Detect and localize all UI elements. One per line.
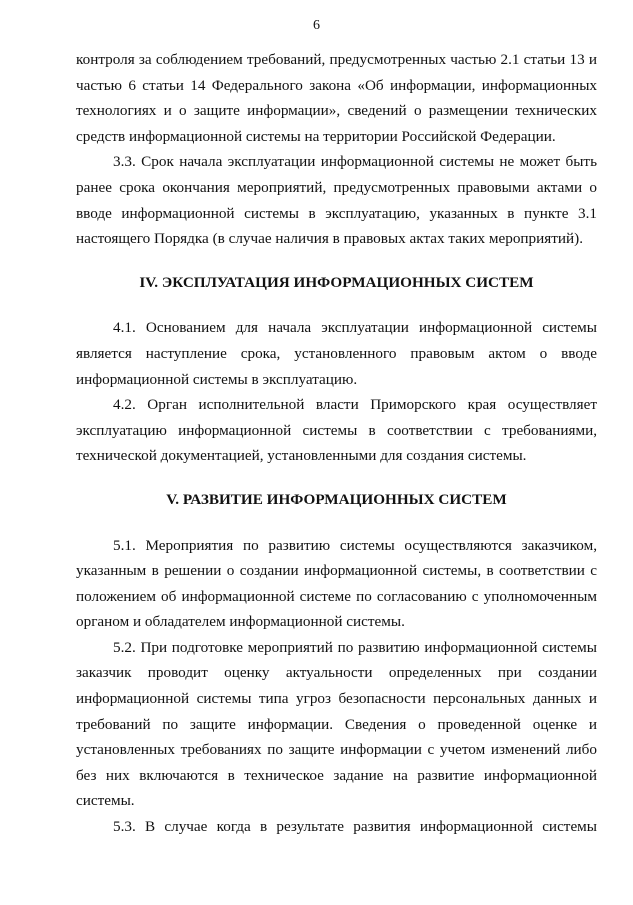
text-line: контроля за соблюдением требований, предусмотренных частью 2.1 статьи 13 и (76, 51, 597, 68)
paragraph-5-1 (76, 533, 597, 635)
text-line: системы. (76, 792, 135, 810)
text-line: информационной системы типа угроз безопасности персональных данных и (76, 690, 597, 708)
text-line: эксплуатацию информационной системы в соответствии с требованиями, (76, 421, 597, 439)
text-line: положением об информационной системе по согласованию с уполномоченным (76, 587, 597, 605)
text-line: установленных требованиях по защите информации с учетом изменений либо (76, 741, 597, 759)
text-line: настоящего Порядка (в случае наличия в правовых актах таких мероприятий). (76, 230, 583, 248)
text-line: технической документацией, установленными для создания системы. (76, 447, 527, 465)
text-line: указанным в решении о создании информационной системы, в соответствии с (76, 562, 597, 580)
text-line: ранее срока окончания мероприятий, предусмотренных правовыми актами о (76, 178, 597, 196)
text-line: 5.2. При подготовке мероприятий по развитию информационной системы (113, 638, 597, 656)
section-heading-5: V. РАЗВИТИЕ ИНФОРМАЦИОННЫХ СИСТЕМ (166, 490, 507, 508)
text-line: информационной системы в эксплуатацию. (76, 370, 358, 388)
paragraph-5-3 (76, 814, 597, 840)
section-heading-4: IV. ЭКСПЛУАТАЦИЯ ИНФОРМАЦИОННЫХ СИСТЕМ (139, 273, 534, 291)
document-body (76, 47, 597, 840)
text-line: 4.1. Основанием для начала эксплуатации информационной системы (113, 319, 597, 337)
text-line: органом и обладателем информационной системы. (76, 613, 405, 631)
text-line: 5.3. В случае когда в результате развития информационной системы (113, 818, 597, 836)
text-line: частью 6 статьи 14 Федерального закона «Об информации, информационных (76, 76, 597, 94)
text-line: является наступление срока, установленного правовым актом о вводе (76, 344, 597, 362)
text-line: 5.1. Мероприятия по развитию системы осуществляются заказчиком, (113, 536, 597, 554)
text-line: средств информационной системы на территории Российской Федерации. (76, 127, 556, 145)
paragraph-3-3 (76, 149, 597, 251)
text-line: технологиях и о защите информации», сведений о размещении технических (76, 102, 597, 120)
text-line: вводе информационной системы в эксплуатацию, указанных в пункте 3.1 (76, 204, 597, 222)
text-line: 3.3. Срок начала эксплуатации информационной системы не может быть (113, 153, 597, 171)
page-number: 6 (313, 18, 320, 33)
text-line: заказчик проводит оценку актуальности определенных при создании (76, 664, 597, 682)
text-line: без них включаются в техническое задание на развитие информационной (76, 766, 597, 784)
paragraph-4-2 (76, 392, 597, 469)
paragraph-5-2 (76, 635, 597, 814)
text-line: 4.2. Орган исполнительной власти Приморского края осуществляет (113, 396, 597, 414)
paragraph-4-1 (76, 315, 597, 392)
paragraph-continued (76, 47, 597, 149)
text-line: требований по защите информации. Сведения о проведенной оценке и (76, 715, 597, 733)
